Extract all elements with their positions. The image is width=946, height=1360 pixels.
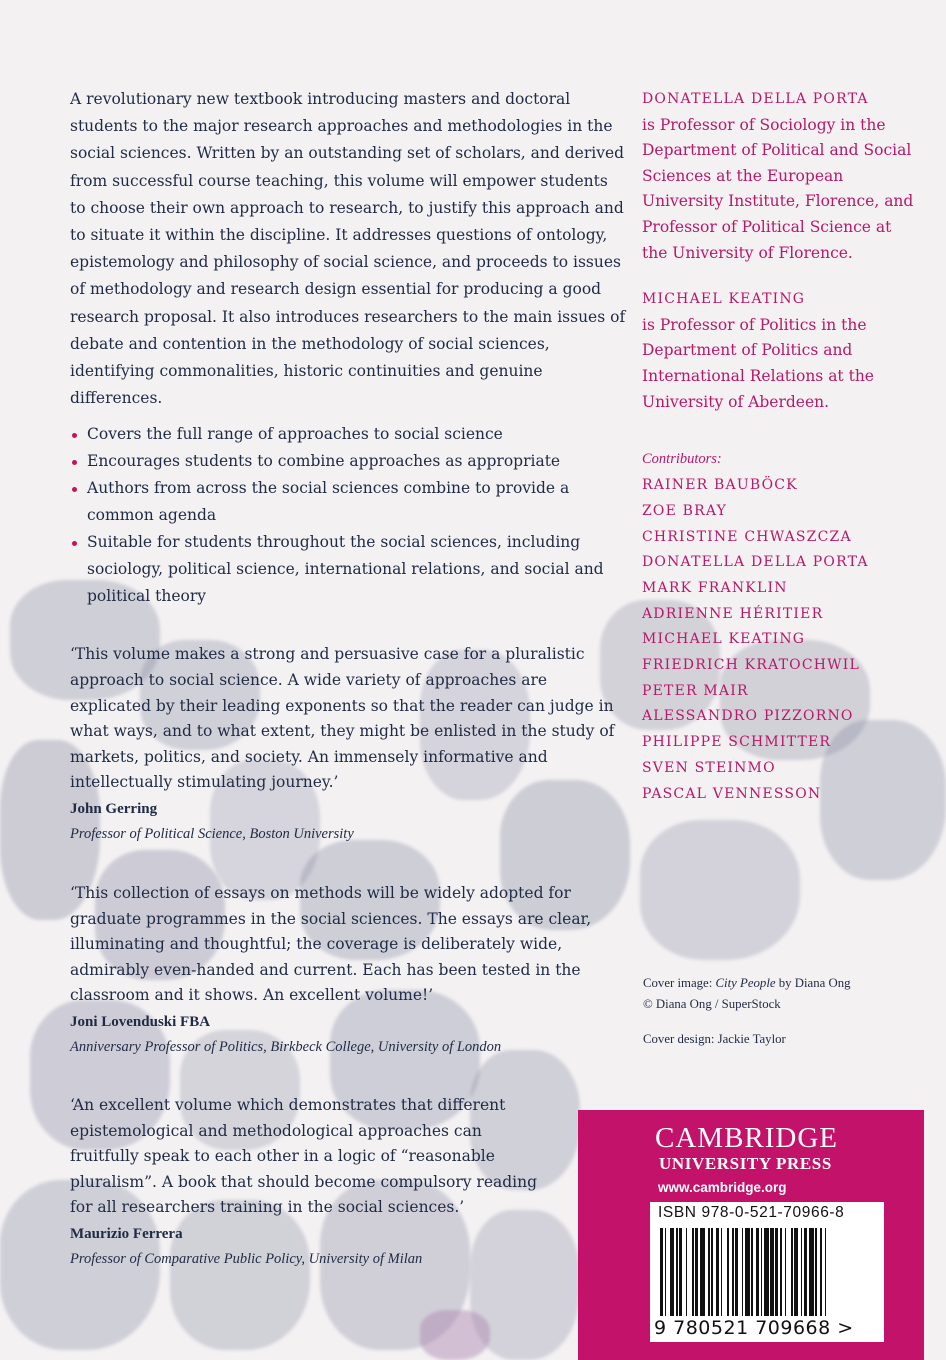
- description-column: [70, 86, 628, 1272]
- list-item: ALESSANDRO PIZZORNO: [642, 708, 854, 725]
- contributors-list: [642, 473, 914, 807]
- barcode-bar: [815, 1228, 817, 1316]
- barcode-bar: [764, 1228, 769, 1316]
- barcode-icon: [658, 1228, 878, 1316]
- barcode-bar: [825, 1228, 827, 1316]
- barcode-bar: [732, 1228, 734, 1316]
- editors-column: [642, 86, 914, 807]
- endorsement-role: Anniversary Professor of Politics, Birkbeck College, University of London: [70, 1038, 502, 1055]
- feature-list: [70, 421, 628, 610]
- barcode-bar: [785, 1228, 787, 1316]
- barcode-bar: [721, 1228, 723, 1316]
- barcode-bar: [700, 1228, 705, 1316]
- endorsement-author: John Gerring: [70, 801, 158, 817]
- barcode-bar: [801, 1228, 803, 1316]
- list-item: RAINER BAUBÖCK: [642, 477, 798, 494]
- barcode-bar: [745, 1228, 750, 1316]
- barcode-bar: [686, 1228, 688, 1316]
- endorsement-role: Professor of Comparative Public Policy, University of Milan: [70, 1250, 423, 1267]
- list-item: SVEN STEINMO: [642, 759, 776, 776]
- bullet-icon: [72, 541, 77, 546]
- barcode-bar: [751, 1228, 753, 1316]
- editor-name: DONATELLA DELLA PORTA: [642, 91, 869, 107]
- endorsement-author: Maurizio Ferrera: [70, 1225, 183, 1242]
- barcode-bar: [742, 1228, 744, 1316]
- copyright-credit: © Diana Ong / SuperStock: [643, 997, 781, 1011]
- barcode-bar: [756, 1228, 759, 1316]
- intro-paragraph: A revolutionary new textbook introducing masters and doctoral students to the major research approaches and methodologies in the social sciences. Written by an outstanding set of scholars, and derived from successful course teaching, this volume will empower students to choose their own approach to research, to justify this approach and to situate it within the discipline. It addresses questions of ontology, epistemology and philosophy of social science, and proceeds to issues of methodology and research design essential for producing a good research proposal. It also introduces researchers to the main issues of debate and contention in the methodology of social sciences, identifying commonalities, historic continuities and genuine differences.: [70, 90, 626, 408]
- barcode-bar: [804, 1228, 807, 1316]
- cover-credits: [643, 973, 923, 1050]
- cover-design-credit: Cover design: Jackie Taylor: [643, 1032, 786, 1046]
- barcode-panel: [650, 1202, 884, 1342]
- list-item: PETER MAIR: [642, 682, 749, 699]
- list-item: Encourages students to combine approaches as appropriate: [70, 448, 628, 475]
- bullet-icon: [72, 460, 77, 465]
- endorsement-lovenduski: [70, 881, 628, 1060]
- barcode-bar: [735, 1228, 738, 1316]
- barcode-bar: [660, 1228, 663, 1316]
- publisher-subtitle: UNIVERSITY PRESS: [659, 1154, 832, 1173]
- bullet-icon: [72, 487, 77, 492]
- barcode-bar: [820, 1228, 822, 1316]
- list-item: ADRIENNE HÉRITIER: [642, 605, 824, 622]
- ean-number: 9 780521 709668 >: [654, 1317, 854, 1339]
- barcode-bar: [791, 1228, 793, 1316]
- endorsement-quote: ‘This volume makes a strong and persuasive case for a pluralistic approach to social science. A wide variety of approaches are explicated by their leading exponents so that the reader can judge in what ways, and to what extent, they might be enlisted in the study of markets, politics, and society. An immensely informative and intellectually stimulating journey.’: [70, 645, 615, 792]
- list-item: MICHAEL KEATING: [642, 631, 806, 648]
- barcode-bar: [695, 1228, 698, 1316]
- cover-image-credit: Cover image: City People by Diana Ong: [643, 976, 851, 990]
- barcode-bar: [727, 1228, 729, 1316]
- barcode-bar: [775, 1228, 778, 1316]
- barcode-bar: [794, 1228, 797, 1316]
- publisher-url: www.cambridge.org: [658, 1180, 787, 1195]
- publisher-name: CAMBRIDGE: [655, 1122, 839, 1154]
- isbn-text: ISBN 978-0-521-70966-8: [658, 1204, 845, 1221]
- list-item: CHRISTINE CHWASZCZA: [642, 528, 852, 545]
- endorsement-author: Joni Lovenduski FBA: [70, 1013, 211, 1030]
- list-item: Authors from across the social sciences combine to provide a common agenda: [70, 475, 628, 529]
- list-item: MARK FRANKLIN: [642, 579, 788, 596]
- endorsement-quote: ‘An excellent volume which demonstrates that different epistemological and methodological approaches can fruitfully speak to each other in a logic of “reasonable pluralism”. A book that should become compulsory reading for all researchers training in the social sciences.’: [70, 1095, 538, 1217]
- contributors-heading: Contributors:: [642, 451, 722, 468]
- list-item: Suitable for students throughout the social sciences, including sociology, political science, international relations, and social and political theory: [70, 529, 628, 610]
- barcode-bar: [809, 1228, 814, 1316]
- list-item: FRIEDRICH KRATOCHWIL: [642, 657, 860, 674]
- list-item: Covers the full range of approaches to social science: [70, 421, 628, 448]
- bullet-icon: [72, 433, 77, 438]
- editor-bio-della-porta: [642, 86, 914, 266]
- editor-bio-text: is Professor of Sociology in the Department of Political and Social Sciences at the European University Institute, Florence, and Professor of Political Science at the University of Florence.: [642, 115, 914, 262]
- list-item: ZOE BRAY: [642, 502, 728, 519]
- endorsement-role: Professor of Political Science, Boston University: [70, 826, 354, 842]
- publisher-panel: [578, 1110, 924, 1360]
- endorsement-quote: ‘This collection of essays on methods will be widely adopted for graduate programmes in the social sciences. The essays are clear, illuminating and thoughtful; the coverage is deliberately wide, admirably even-handed and current. Each has been tested in the classroom and it shows. An excellent volume!’: [70, 884, 592, 1005]
- barcode-bar: [670, 1228, 675, 1316]
- barcode-bar: [780, 1228, 782, 1316]
- barcode-bar: [716, 1228, 719, 1316]
- barcode-bar: [665, 1228, 667, 1316]
- barcode-bar: [711, 1228, 713, 1316]
- barcode-bar: [676, 1228, 678, 1316]
- barcode-bar: [692, 1228, 694, 1316]
- list-item: DONATELLA DELLA PORTA: [642, 554, 869, 571]
- barcode-bar: [708, 1228, 710, 1316]
- editor-bio-keating: [642, 286, 914, 415]
- list-item: PASCAL VENNESSON: [642, 785, 822, 802]
- barcode-bar: [761, 1228, 763, 1316]
- barcode-bar: [770, 1228, 773, 1316]
- barcode-bar: [679, 1228, 682, 1316]
- list-item: PHILIPPE SCHMITTER: [642, 734, 832, 751]
- editor-name: MICHAEL KEATING: [642, 291, 806, 308]
- editor-bio-text: is Professor of Politics in the Department of Politics and International Relations at the University of Aberdeen.: [642, 315, 874, 411]
- endorsement-ferrera: [70, 1093, 628, 1272]
- endorsement-gerring: [70, 642, 628, 847]
